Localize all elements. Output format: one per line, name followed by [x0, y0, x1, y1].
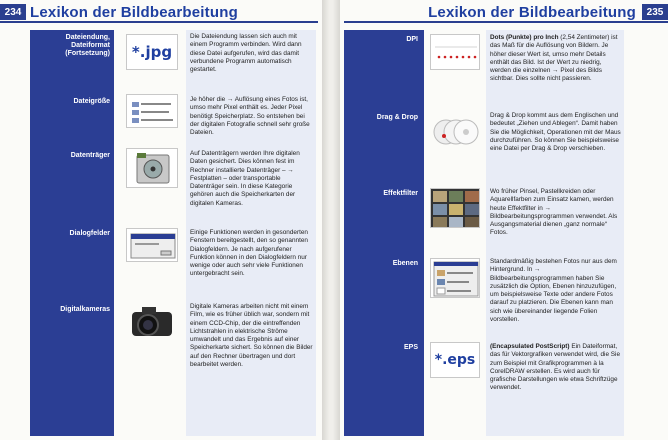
disk-drive-icon — [127, 149, 178, 188]
desc-dpi — [490, 34, 622, 84]
book-gutter — [322, 0, 340, 440]
effect-filter-thumbnail — [430, 188, 480, 228]
camera-thumbnail — [126, 302, 178, 342]
filter-grid-icon — [431, 189, 480, 228]
dpi-lead: Dots (Punkte) pro Inch — [490, 34, 559, 41]
term-drag-drop: Drag & Drop — [376, 114, 418, 121]
left-page — [0, 0, 322, 440]
dialog-window-icon — [127, 229, 178, 262]
dots-grid-icon — [431, 35, 480, 70]
right-page-number: 235 — [642, 4, 668, 20]
desc-ebenen: Standardmäßig bestehen Fotos nur aus dem Hintergrund. In → Bildbearbeitungsprogrammen haben Sie zusätzlich die Option, Ebenen hinzuzufügen, um beispielsweise Texte oder andere Fotos darauf zu platzieren. Die Ebenen kann man sich wie übereinander liegende Folien vorstellen. — [490, 258, 617, 324]
left-page-number: 234 — [0, 4, 26, 20]
camera-icon — [126, 302, 178, 342]
dpi-thumbnail — [430, 34, 480, 70]
eps-label: *.eps — [434, 352, 476, 368]
desc-datentraeger: Auf Datenträgern werden Ihre digitalen Daten gesichert. Dies können fest im Rechner installierte Datenträger – → Festplatten – oder transportable Datenträger sein. In diese Kategorie gehören auch die Speicherkarten der digitalen Kameras. — [190, 150, 300, 207]
right-header-title: Lexikon der Bildbearbeitung — [428, 3, 636, 21]
term-effektfilter: Effektfilter — [383, 190, 418, 197]
eps-text: Ein Dateiformat, das für Vektorgrafiken verwendet wird, die Sie zum Beispiel mit Grafikprogrammen à la CorelDRAW erstellen. Es wird auch für grafische Darstellungen wie etwa Schriftzüge verwendet. — [490, 343, 621, 392]
desc-dateigroesse: Je höher die → Auflösung eines Fotos ist, umso mehr Pixel enthält es. Jeder Pixel benötigt Speicherplatz. So entstehen bei der digitalen Fotografie schnell sehr große Dateien. — [190, 96, 310, 137]
jpg-label: *.jpg — [131, 43, 173, 61]
term-dialogfelder: Dialogfelder — [69, 230, 110, 237]
right-header — [344, 2, 668, 22]
eps-lead: (Encapsulated PostScript) — [490, 343, 570, 350]
term-dateigroesse: Dateigröße — [73, 98, 110, 105]
layers-panel-icon — [431, 259, 480, 298]
dialog-thumbnail — [126, 228, 178, 262]
term-datentraeger: Datenträger — [70, 152, 110, 159]
jpg-thumbnail — [126, 34, 178, 70]
left-header-title: Lexikon der Bildbearbeitung — [30, 3, 238, 21]
desc-eps — [490, 343, 622, 393]
term-eps: EPS — [403, 344, 418, 351]
term-dpi: DPI — [406, 36, 418, 43]
dpi-text: (2,54 Zentimeter) ist das Maß für die Auflösung von Bildern. Je höher dieser Wert ist, umso mehr Details enthält das Bild. Ist der Wert zu niedrig, werden die einzelnen → Pixel des Bilds sichtbar. Dies sollte nicht passieren. — [490, 34, 618, 83]
desc-effektfilter: Wo früher Pinsel, Pastellkreiden oder Aquarellfarben zum Einsatz kamen, werden heute Effektfilter in → Bildbearbeitungsprogrammen verwendet. Als Ausgangsmaterial dienen „ganz normale“ Fotos. — [490, 188, 618, 237]
desc-drag-drop: Drag & Drop kommt aus dem Englischen und bedeutet „Ziehen und Ablegen“. Damit haben Sie die Möglichkeit, Operationen mit der Maus durchzuführen. So können Sie beispielsweise eine Datei per Drag & Drop verschieben. — [490, 112, 621, 153]
right-header-rule — [344, 21, 668, 23]
storage-thumbnail — [126, 148, 178, 188]
left-header-rule — [0, 21, 318, 23]
cd-stack-icon — [430, 112, 480, 150]
term-digitalkameras: Digitalkameras — [60, 306, 110, 313]
layers-thumbnail — [430, 258, 480, 298]
drag-drop-thumbnail — [430, 112, 480, 150]
left-header — [0, 2, 318, 22]
eps-thumbnail — [430, 342, 480, 378]
right-term-column — [344, 30, 424, 436]
desc-dateiendung: Die Dateiendung lassen sich auch mit einem Programm verbinden. Wird dann diese Datei aufgerufen, wird das damit verbundene Programm automatisch gestartet. — [190, 33, 302, 74]
file-list-icon — [127, 95, 178, 128]
file-list-thumbnail — [126, 94, 178, 128]
desc-dialogfelder: Einige Funktionen werden in gesonderten Fenstern bereitgestellt, den so genannten Dialogfeldern. Je nach aufgerufener Funktion können in den Dialogfeldern nur wenige oder auch sehr viele Funktionen untergebracht sein. — [190, 229, 308, 278]
term-dateiendung: Dateiendung, Dateiformat (Fortsetzung) — [65, 34, 110, 57]
desc-digitalkameras: Digitale Kameras arbeiten nicht mit einem Film, wie es früher üblich war, sondern mit einem CCD-Chip, der die eintreffenden Lichtstrahlen in elektrische Ströme umwandelt und das Ergebnis auf einer Speicherkarte sichert. So können die Bilder auf den Rechner übertragen und dort bearbeitet werden. — [190, 303, 313, 369]
term-ebenen: Ebenen — [392, 260, 418, 267]
right-page — [340, 0, 668, 440]
